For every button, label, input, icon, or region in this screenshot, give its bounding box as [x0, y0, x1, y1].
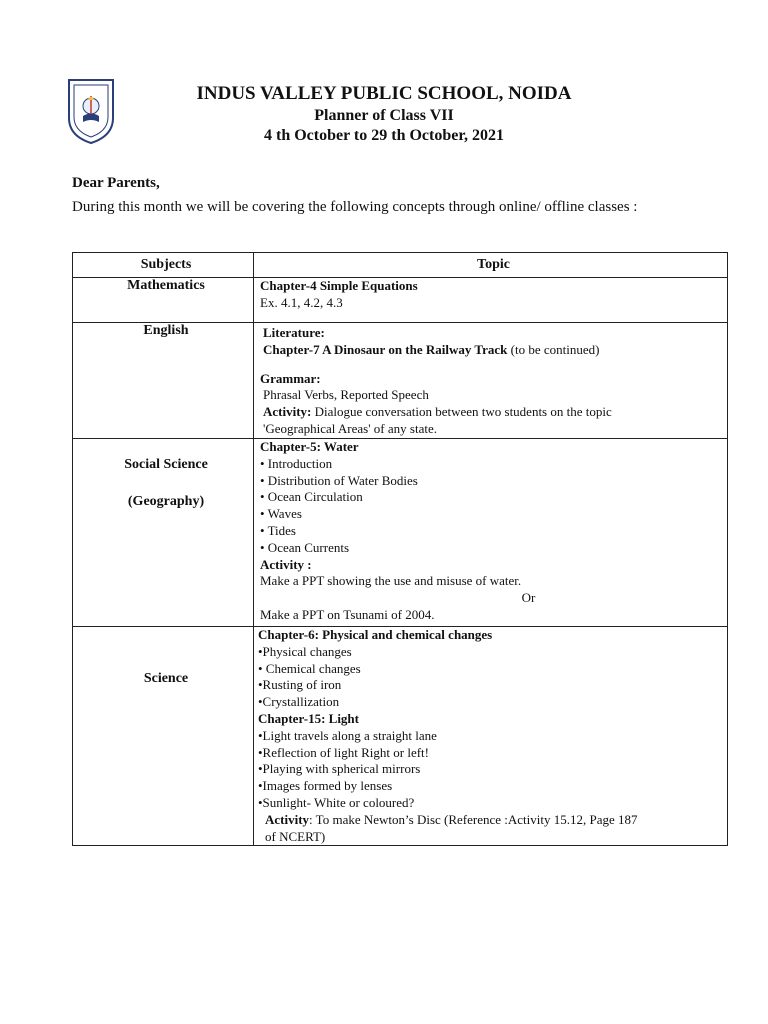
- science-subject: Science: [143, 671, 189, 686]
- science-activity-ref: of NCERT): [265, 828, 326, 844]
- school-name: INDUS VALLEY PUBLIC SCHOOL, NOIDA: [196, 83, 572, 104]
- sst-activity-label: Activity :: [260, 556, 312, 572]
- science-chapter-6: Chapter-6: Physical and chemical changes: [258, 627, 493, 642]
- science-chapter-15: Chapter-15: Light: [258, 710, 359, 726]
- math-exercises: Ex. 4.1, 4.2, 4.3: [260, 294, 343, 310]
- list-item: • Distribution of Water Bodies: [260, 472, 418, 488]
- list-item: •Light travels along a straight lane: [258, 727, 437, 743]
- planner-table: [72, 252, 728, 846]
- date-range: 4 th October to 29 th October, 2021: [264, 127, 504, 144]
- science-activity-label: Activity: [265, 811, 310, 827]
- list-item: •Images formed by lenses: [258, 778, 393, 794]
- greeting: Dear Parents,: [72, 175, 160, 191]
- list-item: • Tides: [260, 522, 296, 538]
- sst-activity-2: Make a PPT on Tsunami of 2004.: [260, 606, 435, 622]
- english-chapter-line: [260, 342, 727, 359]
- subject-english: English: [73, 323, 254, 439]
- table-row: [73, 278, 728, 323]
- english-grammar: Phrasal Verbs, Reported Speech: [263, 387, 429, 403]
- list-item: •Crystallization: [258, 694, 340, 710]
- list-item: •Rusting of iron: [258, 677, 342, 693]
- document-header: [0, 82, 768, 146]
- subject-mathematics: Mathematics: [73, 278, 254, 323]
- topic-cell: [254, 439, 728, 627]
- sst-or: Or: [521, 590, 536, 606]
- english-activity-topic: 'Geographical Areas' of any state.: [263, 420, 437, 436]
- list-item: •Sunlight- White or coloured?: [258, 794, 415, 810]
- topic-cell: [254, 323, 728, 439]
- sst-subject: Social Science: [124, 457, 208, 472]
- english-chapter-note: (to be continued): [507, 341, 600, 357]
- english-chapter: Chapter-7 A Dinosaur on the Railway Track: [263, 341, 508, 357]
- list-item: •Reflection of light Right or left!: [258, 744, 429, 760]
- english-grammar-label: Grammar:: [260, 370, 321, 386]
- list-item: • Waves: [260, 506, 302, 522]
- list-item: • Chemical changes: [258, 660, 361, 676]
- topic-cell: [254, 627, 728, 846]
- header-subjects: Subjects: [73, 253, 254, 278]
- table-row: [73, 627, 728, 846]
- topic-cell: [254, 278, 728, 323]
- list-item: • Ocean Currents: [260, 539, 350, 555]
- header-topic: Topic: [254, 253, 728, 278]
- list-item: •Playing with spherical mirrors: [258, 761, 421, 777]
- science-activity-line: [258, 812, 727, 829]
- list-item: • Introduction: [260, 455, 333, 471]
- table-row: [73, 439, 728, 627]
- table-header-row: [73, 253, 728, 278]
- list-item: •Physical changes: [258, 643, 352, 659]
- science-activity: : To make Newton’s Disc (Reference :Activity 15.12, Page 187: [309, 811, 638, 827]
- subject-social-science: [73, 439, 254, 627]
- intro-paragraph: During this month we will be covering the following concepts through online/ offline classes :: [72, 199, 638, 215]
- english-literature-label: Literature:: [263, 325, 325, 340]
- sst-subject-sub: (Geography): [127, 493, 205, 509]
- sst-activity-1: Make a PPT showing the use and misuse of water.: [260, 573, 522, 589]
- english-activity-line: [260, 404, 727, 421]
- english-activity-label: Activity:: [263, 404, 312, 420]
- math-chapter: Chapter-4 Simple Equations: [260, 278, 418, 293]
- table-row: [73, 323, 728, 439]
- planner-title: Planner of Class VII: [314, 107, 454, 124]
- english-activity: Dialogue conversation between two students on the topic: [311, 404, 612, 420]
- list-item: • Ocean Circulation: [260, 489, 363, 505]
- subject-science: [73, 627, 254, 846]
- sst-chapter: Chapter-5: Water: [260, 439, 359, 454]
